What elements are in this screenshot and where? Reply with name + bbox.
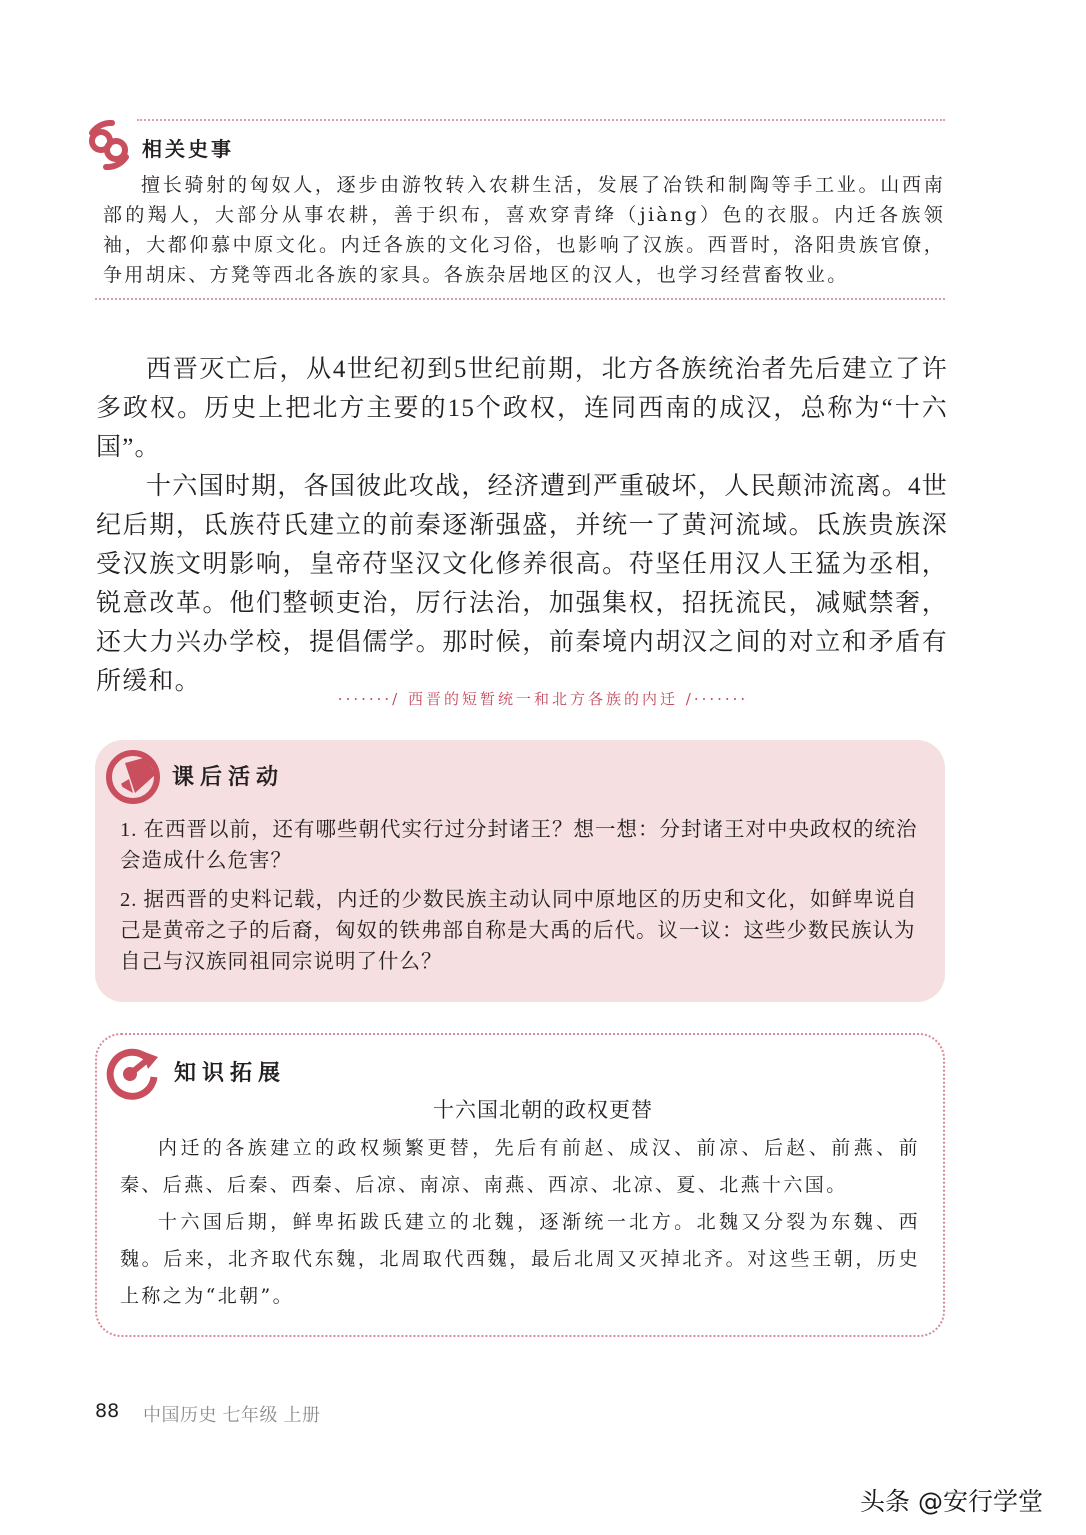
main-paragraph: 十六国时期，各国彼此攻战，经济遭到严重破坏，人民颠沛流离。4世纪后期，氐族苻氏建立的前秦逐渐强盛，并统一了黄河流域。氐族贵族深受汉族文明影响，皇帝苻坚汉文化修养很高。苻坚任用汉人王猛为丞相，锐意改革。他们整顿吏治，厉行法治，加强集权，招抚流民，减赋禁奢，还大力兴办学校，提倡儒学。那时候，前秦境内胡汉之间的对立和矛盾有所缓和。: [96, 473, 948, 695]
knowledge-arrow-icon: [104, 1043, 162, 1101]
activity-question-1: 1. 在西晋以前，还有哪些朝代实行过分封诸王？想一想：分封诸王对中央政权的统治会造成什么危害？: [120, 819, 918, 872]
watermark: 头条 @安行学堂: [860, 1487, 1043, 1516]
related-history-title: 相关史事: [142, 137, 234, 161]
activities-list: [120, 815, 925, 986]
section-caption: ·······/ 西晋的短暂统一和北方各族的内迁 /·······: [337, 690, 749, 708]
knowledge-title: 知识拓展: [174, 1061, 287, 1086]
bottom-dotted-divider: [95, 298, 945, 300]
activities-title: 课后活动: [172, 765, 285, 790]
knowledge-body: [120, 1130, 920, 1315]
knowledge-subtitle: 十六国北朝的政权更替: [433, 1098, 653, 1122]
book-title: 中国历史 七年级 上册: [143, 1405, 321, 1425]
page-number: 88: [95, 1400, 120, 1422]
activity-checkmark-icon: [105, 749, 161, 805]
knowledge-paragraph: 十六国后期，鲜卑拓跋氏建立的北魏，逐渐统一北方。北魏又分裂为东魏、西魏。后来，北齐取代东魏，北周取代西魏，最后北周又灭掉北齐。对这些王朝，历史上称之为“北朝”。: [120, 1211, 920, 1307]
activity-question-2: 2. 据西晋的史料记载，内迁的少数民族主动认同中原地区的历史和文化，如鲜卑说自己是黄帝之子的后裔，匈奴的铁弗部自称是大禹的后代。议一议：这些少数民族认为自己与汉族同祖同宗说明了什么？: [120, 889, 918, 973]
related-history-icon: [82, 119, 136, 171]
main-text: [96, 350, 948, 701]
knowledge-paragraph: 内迁的各族建立的政权频繁更替，先后有前赵、成汉、前凉、后赵、前燕、前秦、后燕、后秦、西秦、后凉、南凉、南燕、西凉、北凉、夏、北燕十六国。: [120, 1137, 920, 1196]
related-history-body: [103, 170, 945, 290]
top-dotted-divider: [137, 119, 945, 121]
main-paragraph: 西晋灭亡后，从4世纪初到5世纪前期，北方各族统治者先后建立了许多政权。历史上把北方主要的15个政权，连同西南的成汉，总称为“十六国”。: [96, 356, 948, 461]
related-history-paragraph: 擅长骑射的匈奴人，逐步由游牧转入农耕生活，发展了冶铁和制陶等手工业。山西南部的羯人，大部分从事农耕，善于织布，喜欢穿青绛（jiàng）色的衣服。内迁各族领袖，大都仰慕中原文化。内迁各族的文化习俗，也影响了汉族。西晋时，洛阳贵族官僚，争用胡床、方凳等西北各族的家具。各族杂居地区的汉人，也学习经营畜牧业。: [103, 174, 945, 286]
